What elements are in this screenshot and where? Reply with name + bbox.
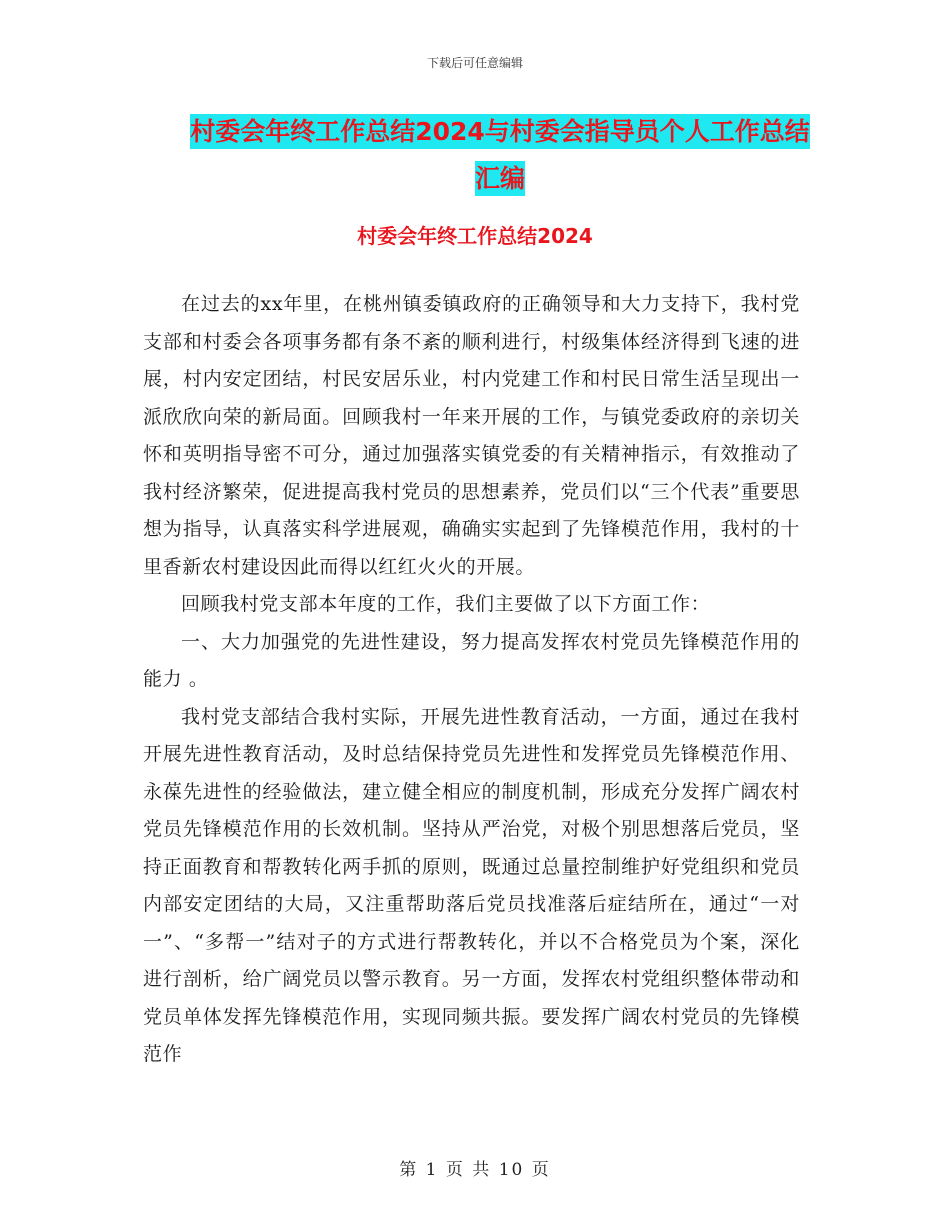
document-title-text: 村委会年终工作总结2024与村委会指导员个人工作总结汇编	[190, 114, 810, 196]
document-title	[190, 108, 810, 202]
page-header-note: 下载后可任意编辑	[426, 56, 523, 70]
paragraph: 在过去的xx年里，在桃州镇委镇政府的正确领导和大力支持下，我村党支部和村委会各项事务都有条不紊的顺利进行，村级集体经济得到飞速的进展，村内安定团结，村民安居乐业，村内党建工作和村民日常生活呈现出一派欣欣向荣的新局面。回顾我村一年来开展的工作，与镇党委政府的亲切关怀和英明指导密不可分，通过加强落实镇党委的有关精神指示，有效推动了我村经济繁荣，促进提高我村党员的思想素养，党员们以“三个代表”重要思想为指导，认真落实科学进展观，确确实实起到了先锋模范作用，我村的十里香新农村建设因此而得以红红火火的开展。	[143, 293, 800, 578]
paragraph: 我村党支部结合我村实际，开展先进性教育活动，一方面，通过在我村开展先进性教育活动，及时总结保持党员先进性和发挥党员先锋模范作用、永葆先进性的经验做法，建立健全相应的制度机制，形成充分发挥广阔农村党员先锋模范作用的长效机制。坚持从严治党，对极个别思想落后党员，坚持正面教育和帮教转化两手抓的原则，既通过总量控制维护好党组织和党员内部安定团结的大局，又注重帮助落后党员找准落后症结所在，通过“一对一”、“多帮一”结对子的方式进行帮教转化，并以不合格党员为个案，深化进行剖析，给广阔党员以警示教育。另一方面，发挥农村党组织整体带动和党员单体发挥先锋模范作用，实现同频共振。要发挥广阔农村党员的先锋模范作	[143, 705, 800, 1065]
page-number: 第 1 页 共 10 页	[399, 1160, 551, 1180]
paragraph: 回顾我村党支部本年度的工作，我们主要做了以下方面工作：	[181, 593, 711, 615]
paragraph: 一、大力加强党的先进性建设，努力提高发挥农村党员先锋模范作用的能力 。	[143, 630, 800, 690]
section-title: 村委会年终工作总结2024	[357, 224, 593, 248]
document-body	[143, 286, 800, 1074]
